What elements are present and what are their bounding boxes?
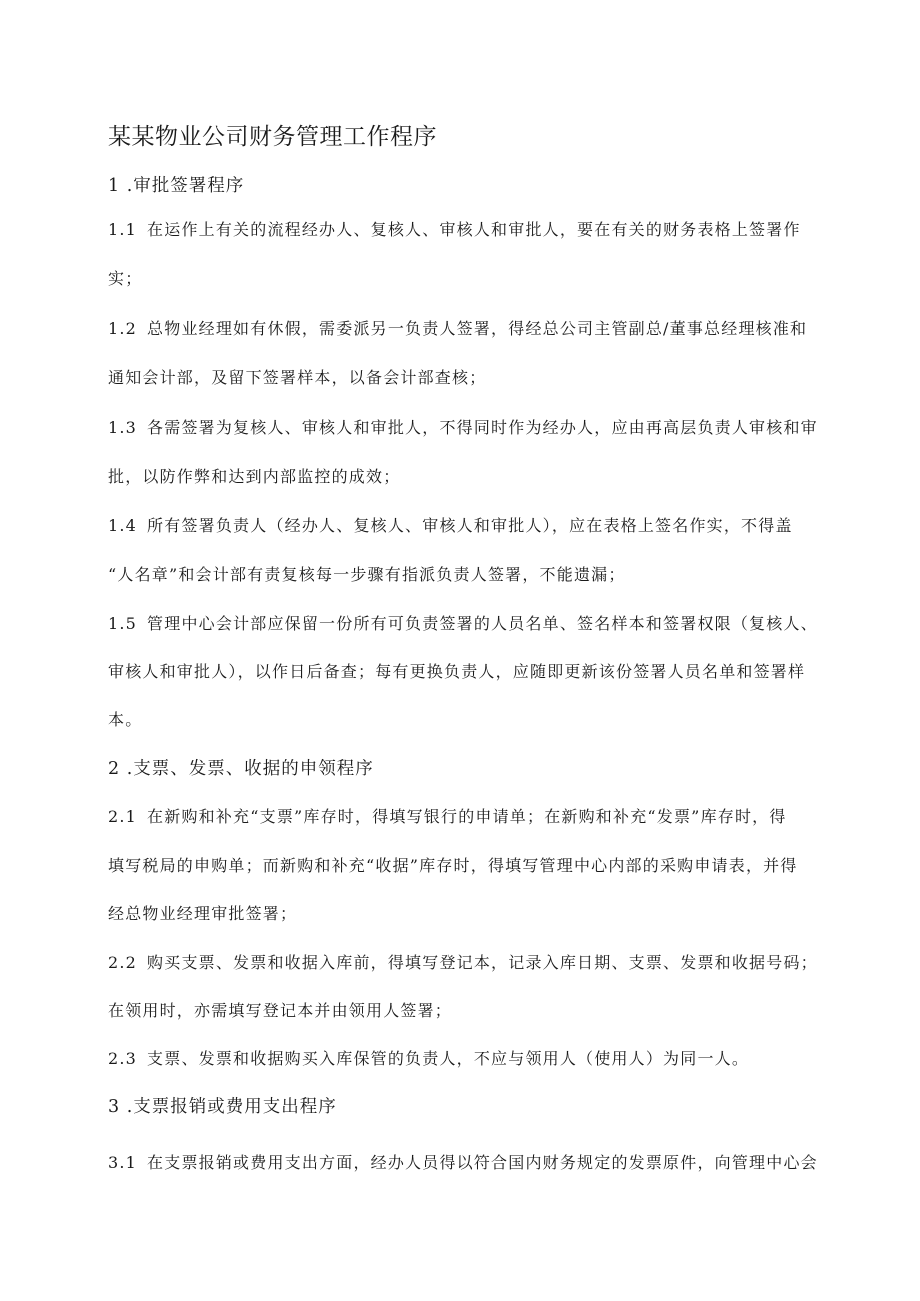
paragraph-1-4-line-2: “人名章”和会计部有责复核每一步骤有指派负责人签署，不能遗漏；	[108, 565, 626, 584]
clause-number: 1.1	[108, 220, 138, 239]
clause-text: 所有签署负责人（经办人、复核人、审核人和审批人），应在表格上签名作实，不得盖	[147, 516, 793, 535]
paragraph-1-5-line-3: 本。	[108, 710, 143, 729]
clause-number: 3.1	[108, 1153, 138, 1172]
clause-number: 1.5	[108, 614, 138, 633]
paragraph-1-3-line-2: 批，以防作弊和达到内部监控的成效；	[108, 467, 401, 486]
paragraph-2-2-line-2: 在领用时，亦需填写登记本并由领用人签署；	[108, 1001, 453, 1020]
section-heading-3: 3 .支票报销或费用支出程序	[108, 1097, 337, 1117]
paragraph-2-2-line-1	[108, 952, 818, 974]
paragraph-2-3-line-1	[108, 1048, 749, 1070]
paragraph-2-1-line-1	[108, 806, 787, 828]
clause-text: 在支票报销或费用支出方面，经办人员得以符合国内财务规定的发票原件，向管理中心会	[147, 1153, 818, 1172]
clause-text: 购买支票、发票和收据入库前，得填写登记本，记录入库日期、支票、发票和收据号码；	[147, 953, 818, 972]
clause-number: 2.3	[108, 1049, 138, 1068]
clause-number: 2.1	[108, 807, 138, 826]
clause-text: 各需签署为复核人、审核人和审批人，不得同时作为经办人，应由再高层负责人审核和审	[147, 418, 818, 437]
document-title: 某某物业公司财务管理工作程序	[108, 124, 437, 150]
paragraph-1-1-line-1	[108, 219, 801, 241]
clause-number: 2.2	[108, 953, 138, 972]
paragraph-2-1-line-2: 填写税局的申购单；而新购和补充“收据”库存时，得填写管理中心内部的采购申请表，并得	[108, 856, 798, 875]
paragraph-1-4-line-1	[108, 515, 793, 537]
paragraph-1-2-line-2: 通知会计部，及留下签署样本，以备会计部查核；	[108, 368, 487, 387]
clause-text: 在运作上有关的流程经办人、复核人、审核人和审批人，要在有关的财务表格上签署作	[147, 220, 801, 239]
section-heading-2: 2 .支票、发票、收据的申领程序	[108, 759, 374, 779]
paragraph-1-1-line-2: 实；	[108, 269, 143, 288]
clause-text: 总物业经理如有休假，需委派另一负责人签署，得经总公司主管副总/董事总经理核准和	[147, 319, 808, 338]
paragraph-3-1-line-1	[108, 1152, 818, 1174]
paragraph-1-5-line-2: 审核人和审批人），以作日后备查；每有更换负责人，应随即更新该份签署人员名单和签署样	[108, 662, 806, 681]
clause-number: 1.2	[108, 319, 138, 338]
clause-number: 1.4	[108, 516, 138, 535]
clause-text: 在新购和补充“支票”库存时，得填写银行的申请单；在新购和补充“发票”库存时，得	[147, 807, 787, 826]
clause-number: 1.3	[108, 418, 138, 437]
paragraph-2-1-line-3: 经总物业经理审批签署；	[108, 904, 298, 923]
paragraph-1-2-line-1	[108, 318, 807, 340]
section-heading-1: 1 .审批签署程序	[108, 176, 245, 196]
clause-text: 管理中心会计部应保留一份所有可负责签署的人员名单、签名样本和签署权限（复核人、	[147, 614, 818, 633]
paragraph-1-5-line-1	[108, 613, 818, 635]
paragraph-1-3-line-1	[108, 417, 818, 439]
clause-text: 支票、发票和收据购买入库保管的负责人，不应与领用人（使用人）为同一人。	[147, 1049, 750, 1068]
